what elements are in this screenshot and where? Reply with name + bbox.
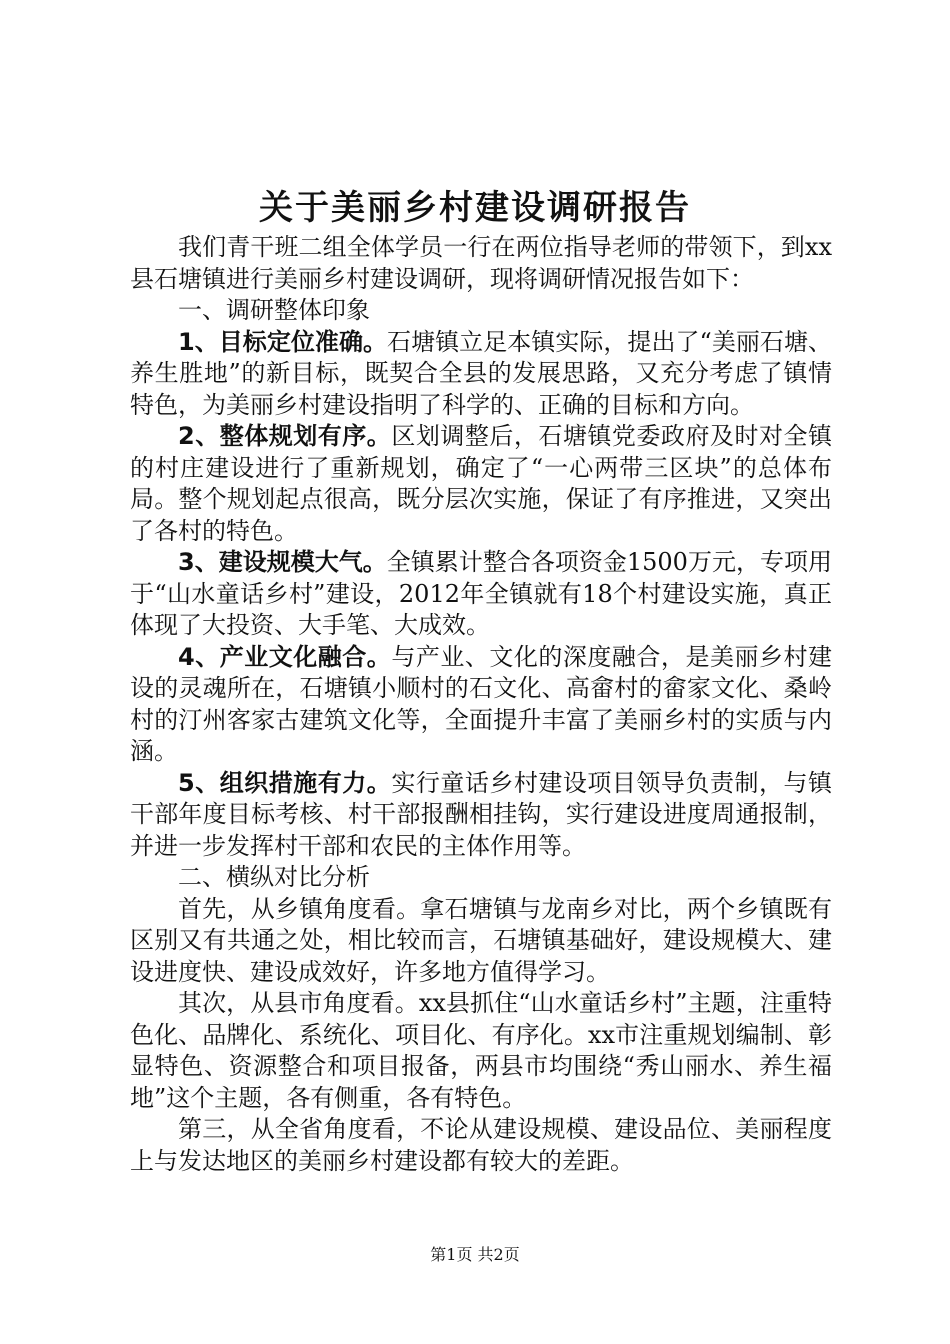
list-item (130, 327, 832, 422)
list-item (130, 547, 832, 642)
section-heading-2: 二、横纵对比分析 (178, 863, 370, 891)
list-item (130, 642, 832, 768)
list-item (130, 421, 832, 547)
item-lead: 4、产业文化融合。 (178, 642, 392, 671)
analysis-paragraph: 首先，从乡镇角度看。拿石塘镇与龙南乡对比，两个乡镇既有区别又有共通之处，相比较而言，石塘镇基础好，建设规模大、建设进度快、建设成效好，许多地方值得学习。 (130, 894, 832, 986)
page-footer: 第1页 共2页 (430, 1245, 520, 1264)
item-lead: 1、目标定位准确。 (178, 327, 388, 356)
analysis-paragraph: 第三，从全省角度看，不论从建设规模、建设品位、美丽程度上与发达地区的美丽乡村建设都有较大的差距。 (130, 1115, 832, 1175)
item-lead: 3、建设规模大气。 (178, 548, 387, 576)
item-lead: 5、组织措施有力。 (178, 768, 392, 797)
document-body (130, 232, 832, 1177)
item-text: 全镇累计整合各项资金1500万元，专项用于“山水童话乡村”建设，2012年全镇就有18个村建设实施，真正体现了大投资、大手笔、大成效。 (130, 548, 832, 639)
intro-paragraph: 我们青干班二组全体学员一行在两位指导老师的带领下，到xx县石塘镇进行美丽乡村建设调研，现将调研情况报告如下： (130, 233, 832, 293)
analysis-paragraph: 其次，从县市角度看。xx县抓住“山水童话乡村”主题，注重特色化、品牌化、系统化、项目化、有序化。xx市注重规划编制、彰显特色、资源整合和项目报备，两县市均围绕“秀山丽水、养生福地”这个主题，各有侧重，各有特色。 (130, 989, 832, 1112)
list-item (130, 768, 832, 863)
page-title: 关于美丽乡村建设调研报告 (259, 188, 691, 228)
item-text: 区划调整后，石塘镇党委政府及时对全镇的村庄建设进行了重新规划，确定了“一心两带三区块”的总体布局。整个规划起点很高，既分层次实施，保证了有序推进，又突出了各村的特色。 (130, 422, 833, 545)
section-heading-1: 一、调研整体印象 (178, 296, 370, 324)
item-text: 石塘镇立足本镇实际，提出了“美丽石塘、养生胜地”的新目标，既契合全县的发展思路，又充分考虑了镇情特色，为美丽乡村建设指明了科学的、正确的目标和方向。 (130, 327, 832, 419)
item-text: 与产业、文化的深度融合，是美丽乡村建设的灵魂所在，石塘镇小顺村的石文化、高畲村的畲家文化、桑岭村的汀州客家古建筑文化等，全面提升丰富了美丽乡村的实质与内涵。 (130, 642, 833, 765)
item-lead: 2、整体规划有序。 (178, 422, 392, 450)
item-text: 实行童话乡村建设项目领导负责制，与镇干部年度目标考核、村干部报酬相挂钩，实行建设进度周通报制，并进一步发挥村干部和农民的主体作用等。 (130, 768, 833, 860)
